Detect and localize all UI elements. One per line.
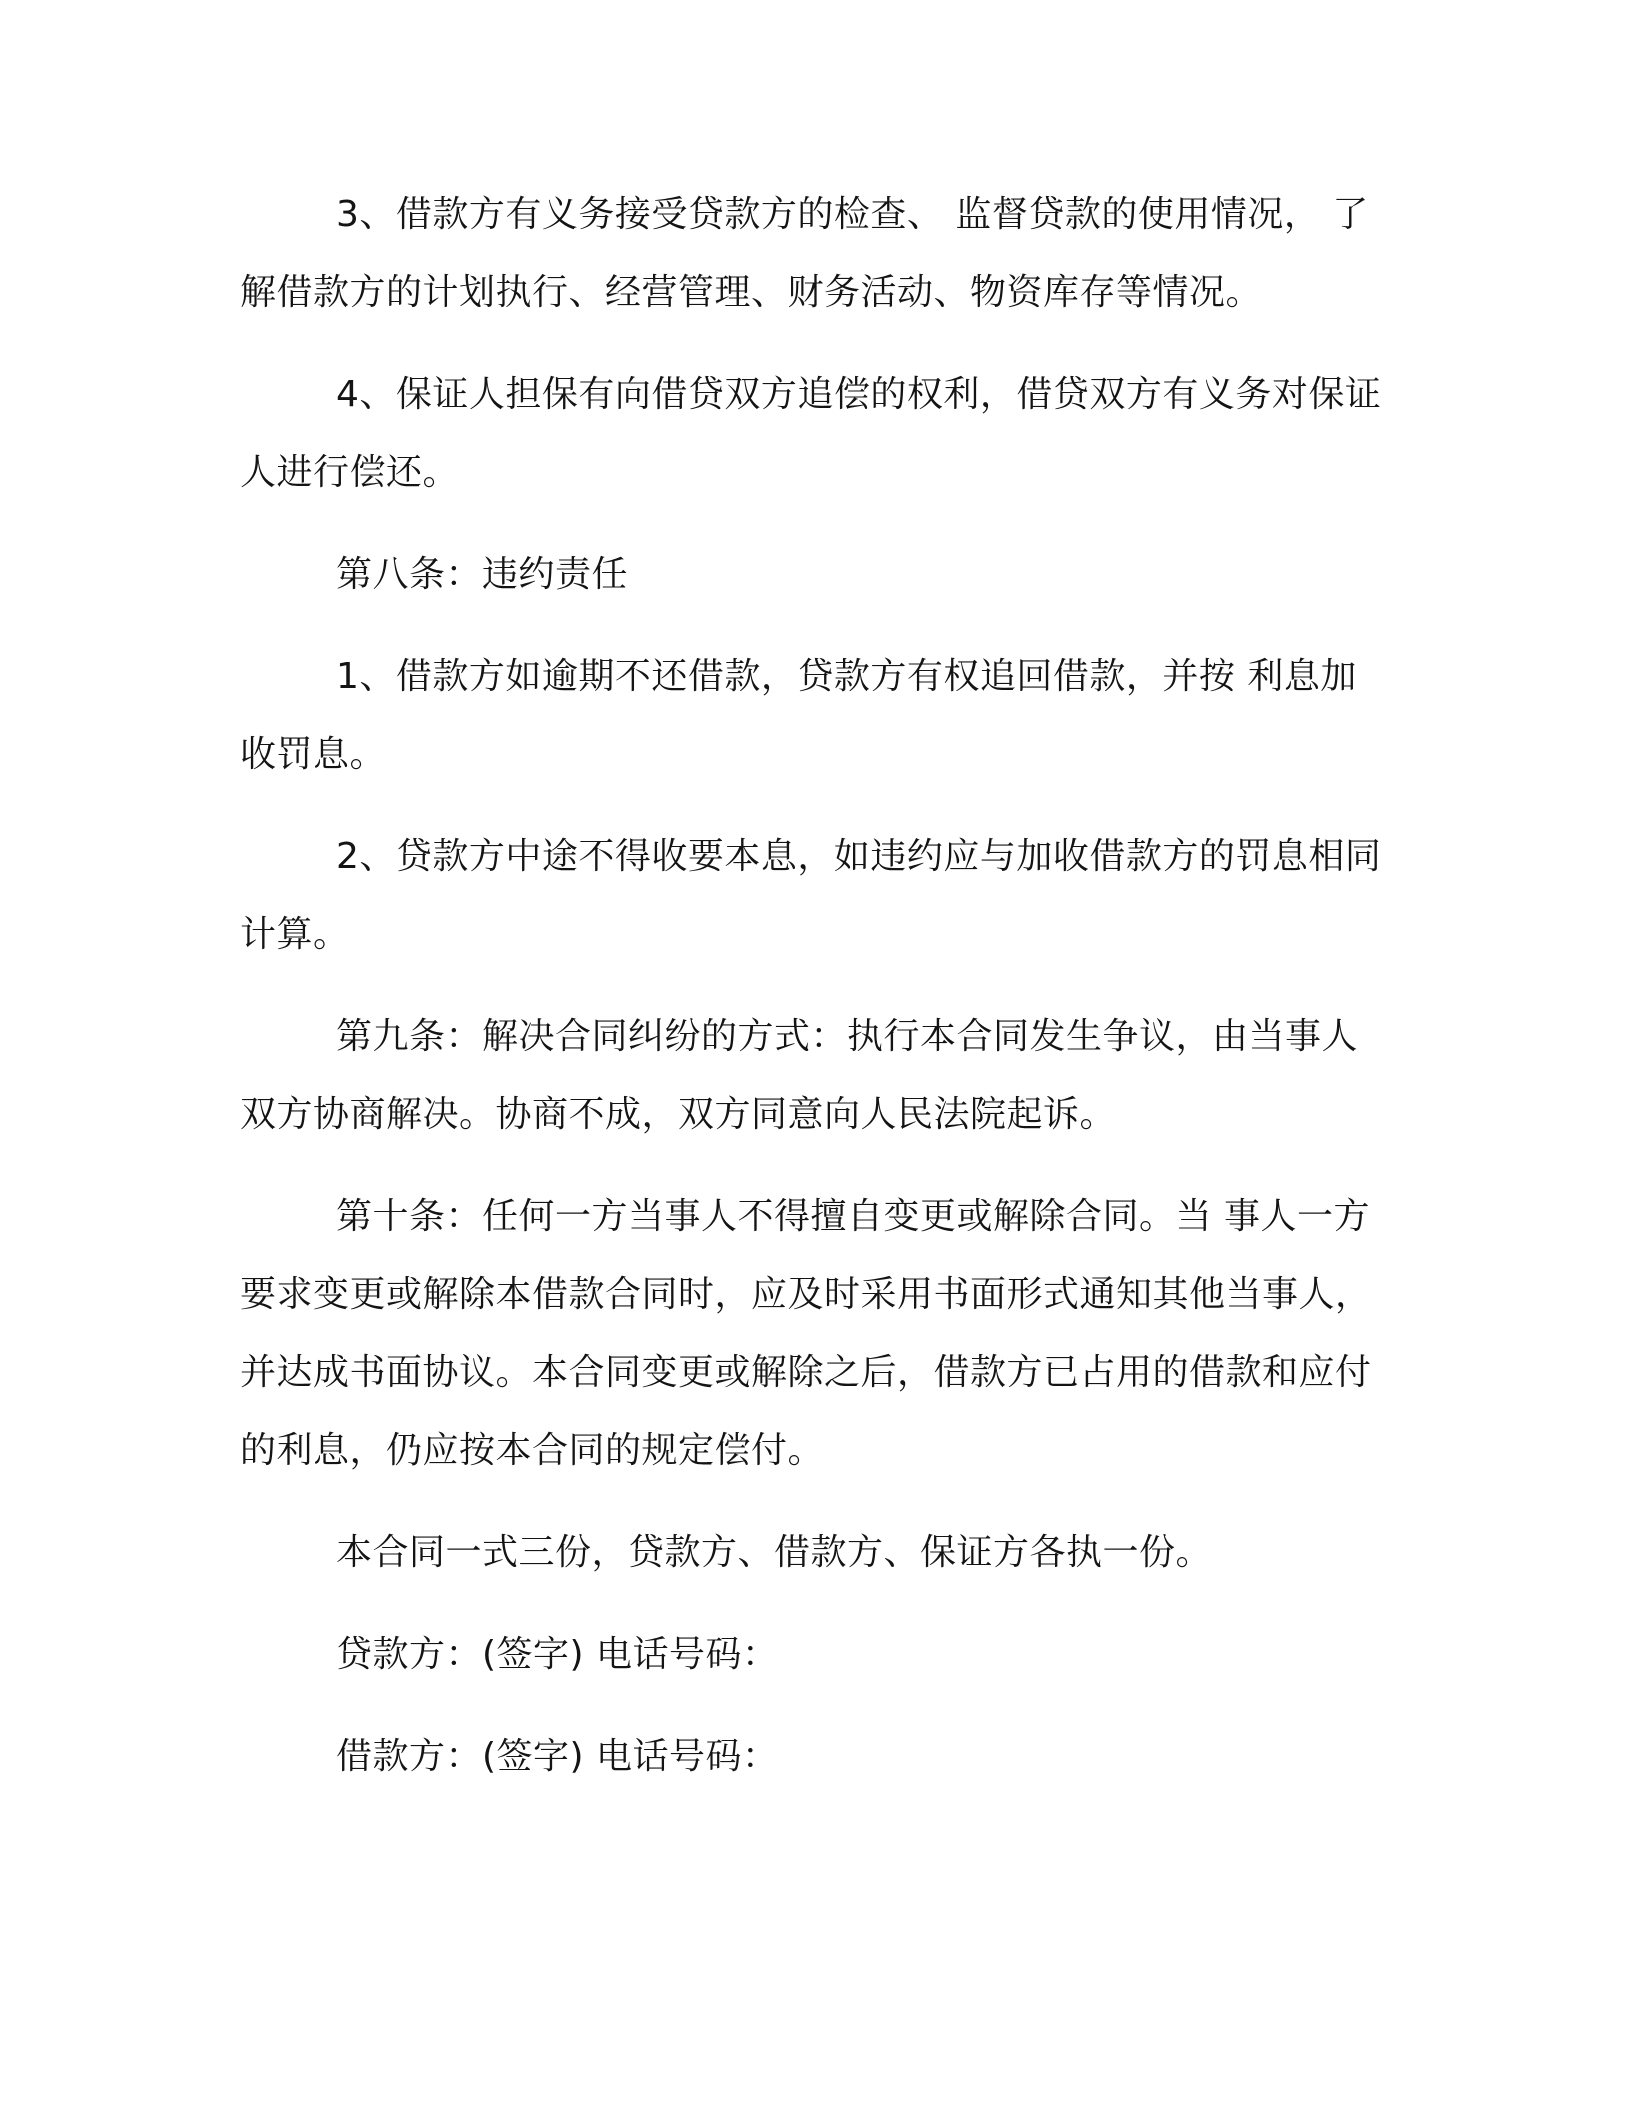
document-body xyxy=(240,176,1390,1820)
article-10-modification: 第十条：任何一方当事人不得擅自变更或解除合同。当 事人一方要求变更或解除本借款合同时，应及时采用书面形式通知其他当事人，并达成书面协议。本合同变更或解除之后，借款方已占用的借款和应付的利息，仍应按本合同的规定偿付。 xyxy=(240,1196,1372,1471)
article-8-heading: 第八条：违约责任 xyxy=(336,554,629,595)
borrower-signature-line: 借款方：(签字) 电话号码： xyxy=(336,1736,779,1777)
copies-statement: 本合同一式三份，贷款方、借款方、保证方各执一份。 xyxy=(336,1532,1213,1573)
clause-overdue-penalty: 1、借款方如逾期不还借款，贷款方有权追回借款，并按 利息加收罚息。 xyxy=(240,656,1357,775)
article-9-dispute-resolution: 第九条：解决合同纠纷的方式：执行本合同发生争议，由当事人双方协商解决。协商不成，双方同意向人民法院起诉。 xyxy=(240,1016,1359,1135)
lender-signature-line: 贷款方：(签字) 电话号码： xyxy=(336,1634,779,1675)
clause-borrower-inspection: 3、借款方有义务接受贷款方的检查、 监督贷款的使用情况， 了解借款方的计划执行、经营管理、财务活动、物资库存等情况。 xyxy=(240,194,1369,313)
clause-guarantor-recourse: 4、保证人担保有向借贷双方追偿的权利，借贷双方有义务对保证人进行偿还。 xyxy=(240,374,1382,493)
clause-lender-early-demand: 2、贷款方中途不得收要本息，如违约应与加收借款方的罚息相同计算。 xyxy=(240,836,1382,955)
